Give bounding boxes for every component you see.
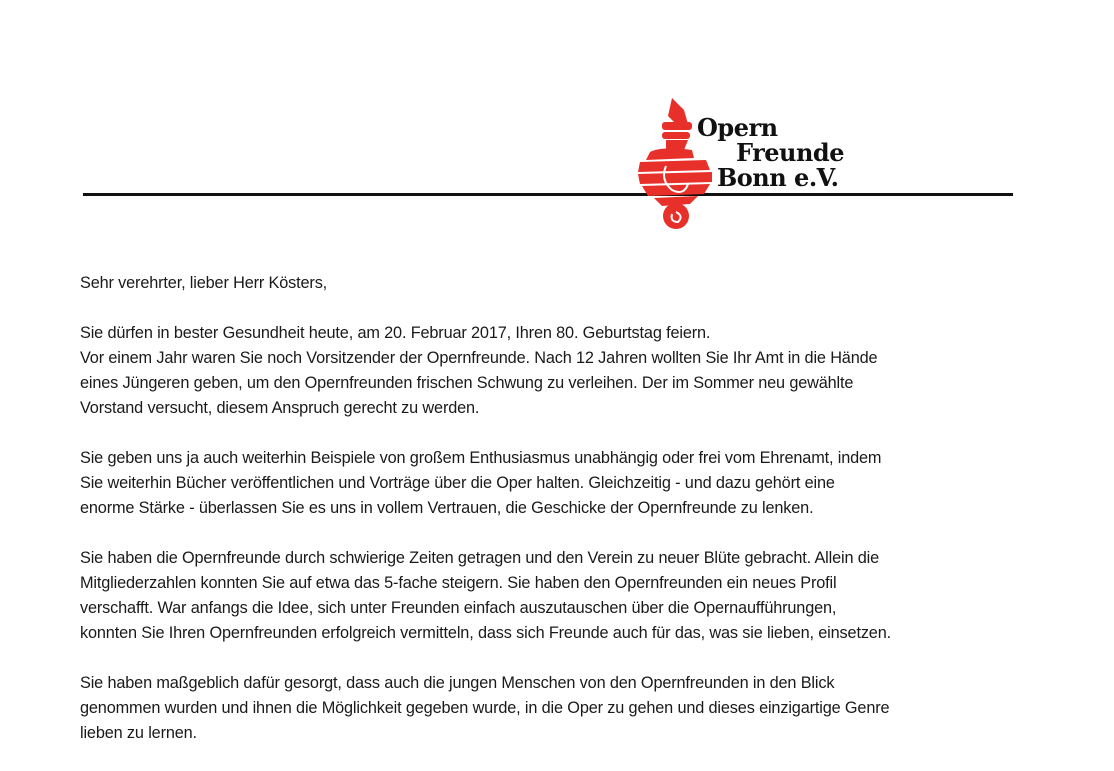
text-line: enorme Stärke - überlassen Sie es uns in vollem Vertrauen, die Geschicke der Opernfreunde zu lenken.: [80, 499, 814, 517]
letter-body: [80, 271, 1060, 771]
paragraph-birthday: [80, 321, 1060, 421]
salutation: [80, 271, 1060, 296]
paragraph-enthusiasm: [80, 446, 1060, 521]
text-line: Vorstand versucht, diesem Anspruch gerecht zu werden.: [80, 399, 480, 417]
text-line: Sie weiterhin Bücher veröffentlichen und Vorträge über die Oper halten. Gleichzeitig - und dazu gehört eine: [80, 474, 835, 492]
text-line: verschafft. War anfangs die Idee, sich unter Freunden einfach auszutauschen über die Opernaufführungen,: [80, 599, 837, 617]
text-line: genommen wurden und ihnen die Möglichkeit gegeben wurde, in die Oper zu gehen und dieses einzigartige Genre: [80, 699, 890, 717]
text-line: Sie geben uns ja auch weiterhin Beispiele von großem Enthusiasmus unabhängig oder frei vom Ehrenamt, indem: [80, 449, 882, 467]
letterhead: [0, 0, 1114, 240]
salutation-text: Sehr verehrter, lieber Herr Kösters,: [80, 274, 328, 292]
text-line: eines Jüngeren geben, um den Opernfreunden frischen Schwung zu verleihen. Der im Sommer neu gewählte: [80, 374, 854, 392]
logo-text-freunde: Freunde: [736, 138, 844, 167]
letterhead-rule: [83, 193, 1013, 196]
text-line: Sie haben maßgeblich dafür gesorgt, dass auch die jungen Menschen von den Opernfreunden in den Blick: [80, 674, 835, 692]
text-line: Sie dürfen in bester Gesundheit heute, am 20. Februar 2017, Ihren 80. Geburtstag feiern.: [80, 324, 711, 342]
paragraph-achievements: [80, 546, 1060, 646]
logo-text-bonn: Bonn e.V.: [717, 163, 839, 192]
paragraph-young-people: [80, 671, 1060, 746]
text-line: Mitgliederzahlen konnten Sie auf etwa das 5-fache steigern. Sie haben den Opernfreunden ein neues Profil: [80, 574, 837, 592]
text-line: lieben zu lernen.: [80, 724, 197, 742]
text-line: konnten Sie Ihren Opernfreunden erfolgreich vermitteln, dass sich Freunde auch für das, was sie lieben, einsetzen.: [80, 624, 891, 642]
text-line: Vor einem Jahr waren Sie noch Vorsitzender der Opernfreunde. Nach 12 Jahren wollten Sie Ihr Amt in die Hände: [80, 349, 878, 367]
logo-text-opern: Opern: [697, 113, 778, 142]
text-line: Sie haben die Opernfreunde durch schwierige Zeiten getragen und den Verein zu neuer Blüte gebracht. Allein die: [80, 549, 880, 567]
